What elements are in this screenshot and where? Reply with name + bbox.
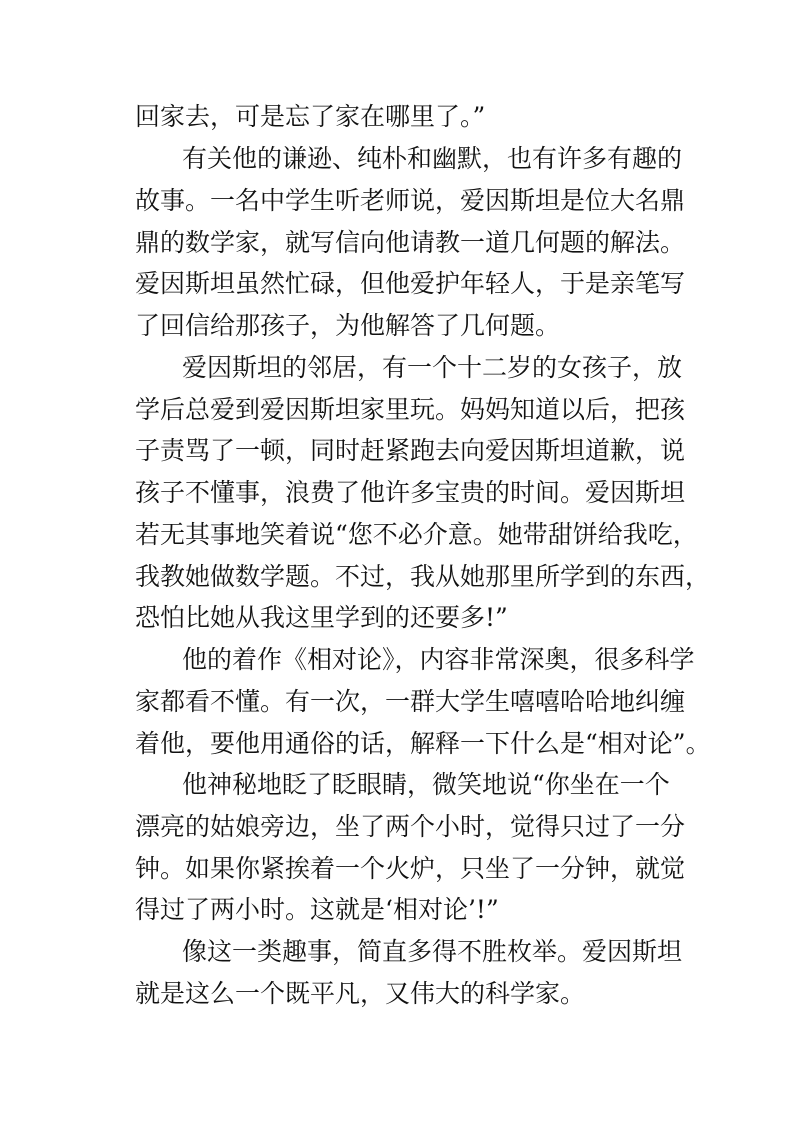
text-line: 着他，要他用通俗的话，解释一下什么是“相对论”。 (135, 729, 711, 758)
text-line: 爱因斯坦的邻居，有一个十二岁的女孩子，放 (182, 353, 683, 382)
text-line: 学后总爱到爱因斯坦家里玩。妈妈知道以后，把孩 (135, 395, 686, 424)
text-line: 我教她做数学题。不过，我从她那里所学到的东西， (135, 562, 711, 591)
text-line: 家都看不懂。有一次，一群大学生嘻嘻哈哈地纠缠 (135, 687, 686, 716)
text-line: 了回信给那孩子，为他解答了几何题。 (135, 311, 561, 340)
text-line: 孩子不懂事，浪费了他许多宝贵的时间。爱因斯坦 (135, 478, 686, 507)
text-line: 得过了两小时。这就是‘相对论’!” (135, 895, 499, 924)
text-line: 鼎的数学家，就写信向他请教一道几何题的解法。 (135, 228, 686, 257)
text-line: 钟。如果你紧挨着一个火炉，只坐了一分钟，就觉 (135, 854, 686, 883)
text-line: 像这一类趣事，简直多得不胜枚举。爱因斯坦 (182, 937, 683, 966)
text-line: 漂亮的姑娘旁边，坐了两个小时，觉得只过了一分 (135, 812, 686, 841)
text-line: 就是这么一个既平凡，又伟大的科学家。 (135, 979, 586, 1008)
text-line: 若无其事地笑着说“您不必介意。她带甜饼给我吃， (135, 520, 698, 549)
text-line: 爱因斯坦虽然忙碌，但他爱护年轻人，于是亲笔写 (135, 269, 686, 298)
text-line: 子责骂了一顿，同时赶紧跑去向爱因斯坦道歉，说 (135, 436, 686, 465)
text-line: 他的着作《相对论》，内容非常深奥，很多科学 (182, 645, 695, 674)
text-line: 他神秘地眨了眨眼睛，微笑地说“你坐在一个 (182, 770, 670, 799)
text-line: 有关他的谦逊、纯朴和幽默，也有许多有趣的 (182, 144, 683, 173)
text-line: 回家去，可是忘了家在哪里了。” (135, 102, 486, 131)
text-line: 故事。一名中学生听老师说，爱因斯坦是位大名鼎 (135, 186, 686, 215)
text-line: 恐怕比她从我这里学到的还要多!” (135, 603, 508, 632)
